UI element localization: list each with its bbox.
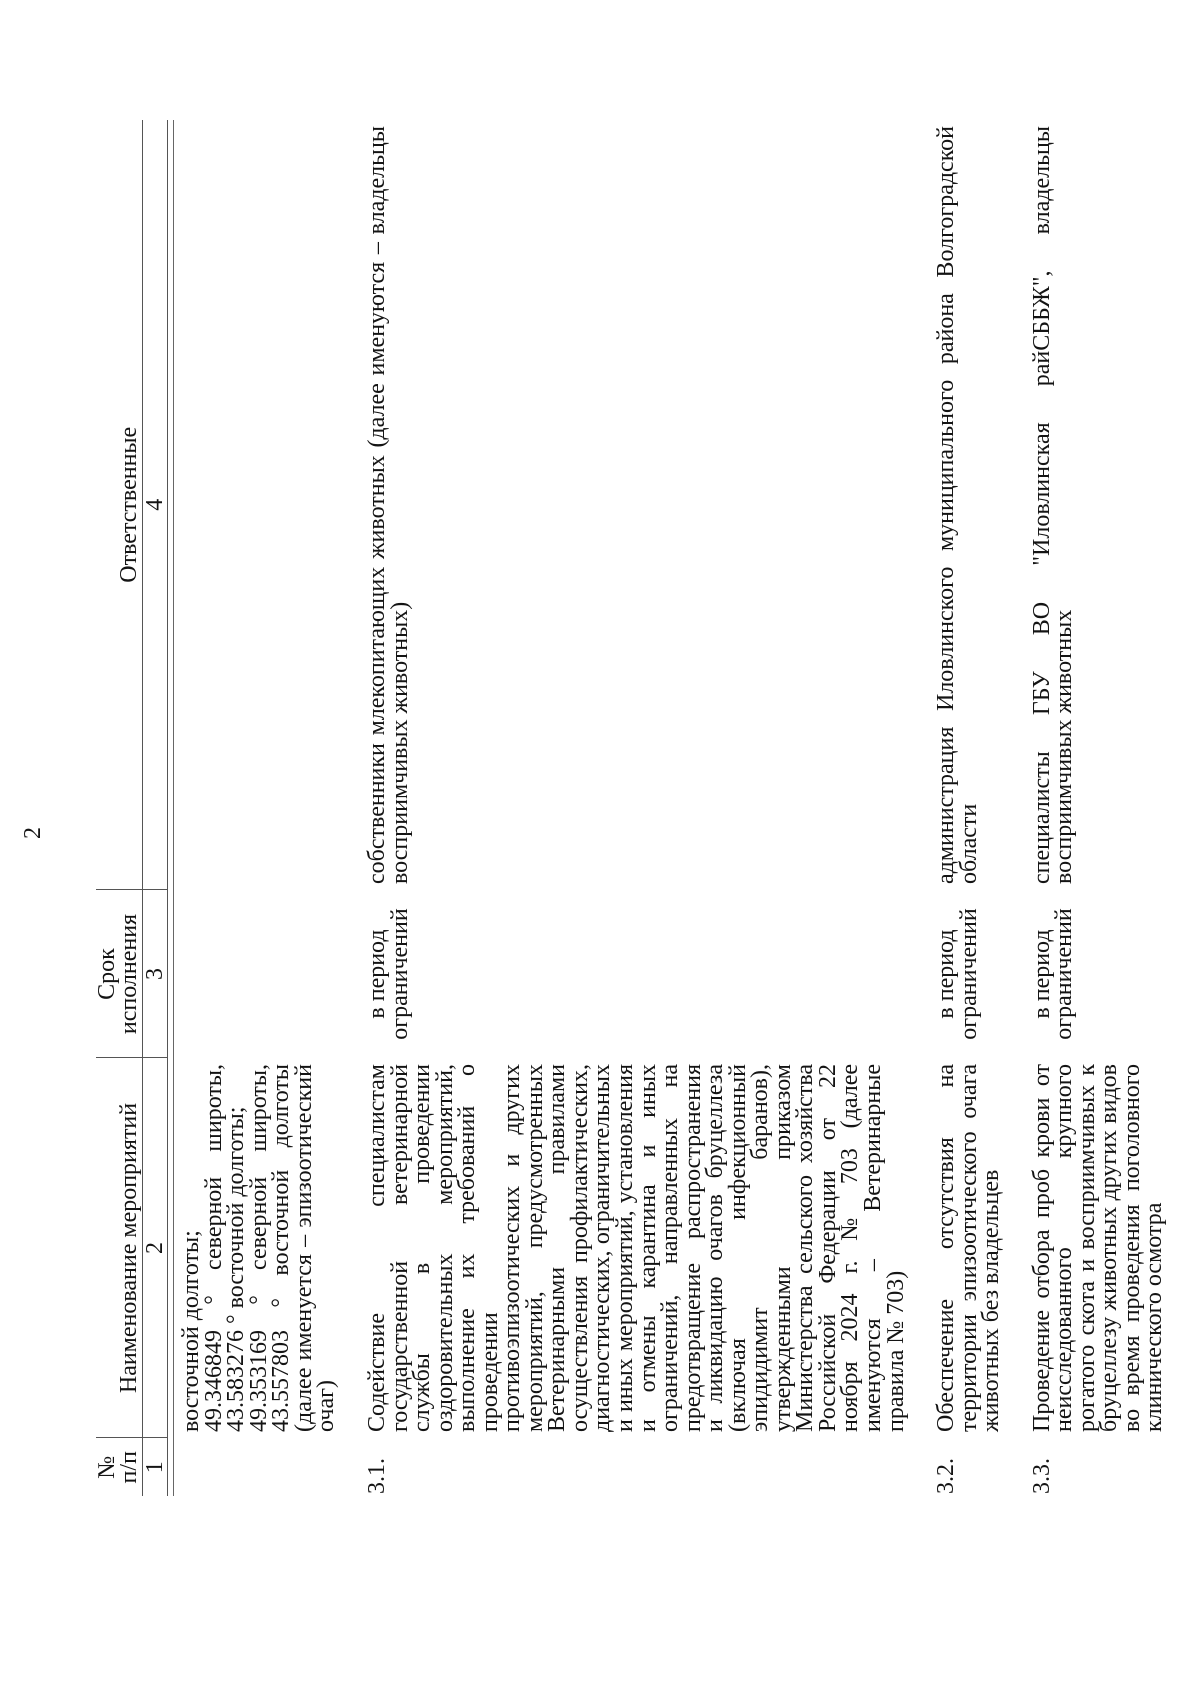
row-number <box>174 1438 338 1496</box>
column-numbers-row <box>143 120 168 1496</box>
column-number: 4 <box>143 120 168 890</box>
row-measure: восточной долготы; 49.346849 ° северной широты, 43.583276 ° восточной долготы; 49.353169 ° северной широты, 43.557803 ° восточной долготы (далее именуется – эпизоотический очаг) <box>178 1064 340 1432</box>
header-term: Срок исполнения <box>96 890 143 1058</box>
row-number: 3.1. <box>363 1458 390 1494</box>
row-term: в период ограничений <box>363 908 413 1040</box>
row-term: в период ограничений <box>933 908 982 1040</box>
row-measure: Содействие специалистам государственной ветеринарной службы в проведении оздоровительных мероприятий, выполнение их требований о проведении противоэпизоотических и других мероприятий, предусмотренных Ветеринарными правилами осуществления профилактических, диагностических, ограничительных и иных мероприятий, установления и отмены карантина и иных ограничений, направленных на предотвращение распространения и ликвидацию очагов бруцеллеза (включая инфекционный эпидидимит баранов), утвержденными приказом Министерства сельского хозяйства Российской Федерации от 22 ноября 2024 г. № 703 (далее именуются – Ветеринарные правила № 703) <box>363 1064 909 1432</box>
column-number: 2 <box>143 1058 168 1438</box>
header-responsible: Ответственные <box>96 120 143 890</box>
header-name: Наименование мероприятий <box>96 1058 143 1438</box>
row-measure: Проведение отбора проб крови от неисследованного крупного рогатого скота и восприимчивых к бруцеллезу животных других видов во время проведения поголовного клинического осмотра <box>1028 1064 1168 1432</box>
row-term <box>174 890 338 1058</box>
table-row <box>907 120 1003 1496</box>
row-responsible: собственники млекопитающих животных (далее именуются – владельцы восприимчивых животных) <box>363 126 413 884</box>
page-number: 2 <box>20 827 46 839</box>
measures-table <box>96 120 1166 1496</box>
header-num: № п/п <box>96 1438 143 1496</box>
table-header-row <box>96 120 143 1496</box>
row-responsible: администрация Иловлинского муниципального района Волгоградской области <box>933 126 982 884</box>
table-row <box>174 120 338 1496</box>
column-number: 1 <box>143 1438 168 1496</box>
row-number: 3.3. <box>1028 1458 1055 1494</box>
row-term: в период ограничений <box>1028 908 1078 1040</box>
column-number: 3 <box>143 890 168 1058</box>
row-responsible: специалисты ГБУ ВО "Иловлинская райСББЖ", владельцы восприимчивых животных <box>1028 126 1078 884</box>
table-row <box>338 120 907 1496</box>
table-row <box>1003 120 1166 1496</box>
row-number: 3.2. <box>933 1458 960 1494</box>
row-responsible <box>174 120 338 890</box>
row-measure: Обеспечение отсутствия на территории эпизоотического очага животных без владельцев <box>933 1064 1005 1432</box>
